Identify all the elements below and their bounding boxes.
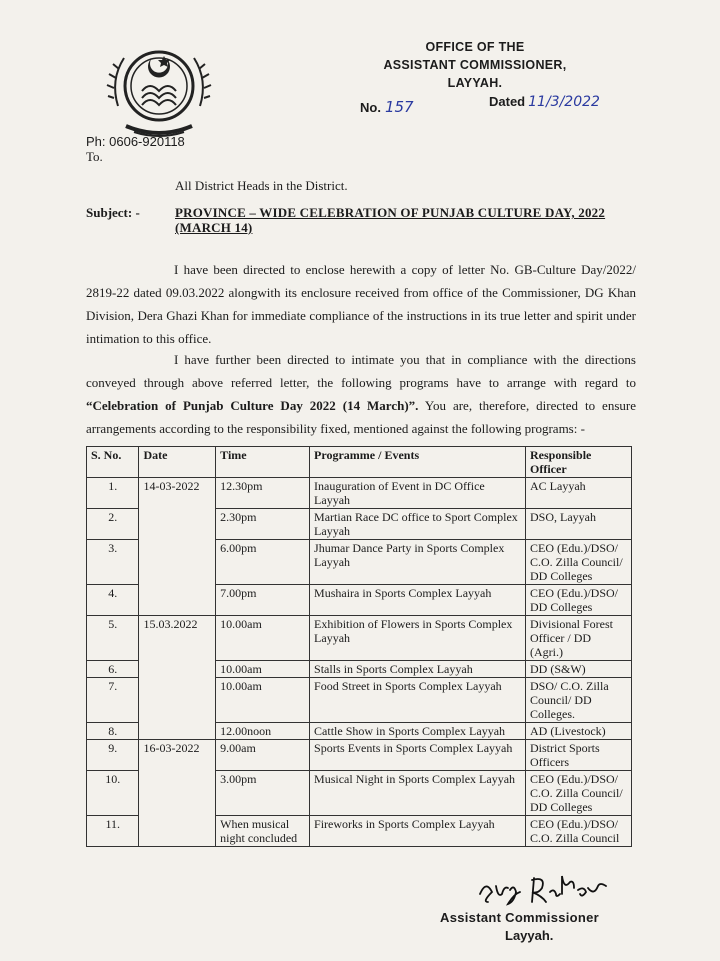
office-line-2: ASSISTANT COMMISSIONER, bbox=[383, 58, 567, 72]
paragraph-2-text-b: You are, therefore, directed to ensure arrangements according to the responsibility fixed, mentioned against the following programs: - bbox=[86, 398, 636, 436]
row-time: When musical night concluded bbox=[216, 816, 310, 847]
phone-number: Ph: 0606-920118 bbox=[86, 134, 185, 149]
row-sno: 1. bbox=[87, 478, 139, 509]
row-responsible: AD (Livestock) bbox=[526, 723, 632, 740]
header-time: Time bbox=[216, 447, 310, 478]
row-sno: 11. bbox=[87, 816, 139, 847]
signatory-place: Layyah. bbox=[505, 928, 554, 943]
row-programme: Jhumar Dance Party in Sports Complex Layyah bbox=[310, 540, 526, 585]
subject-label: Subject: - bbox=[86, 205, 140, 220]
row-sno: 5. bbox=[87, 616, 139, 661]
row-time: 2.30pm bbox=[216, 509, 310, 540]
row-time: 7.00pm bbox=[216, 585, 310, 616]
no-label: No. bbox=[360, 100, 381, 115]
paragraph-2-text-a: I have further been directed to intimate you that in compliance with the directions conveyed through above referred letter, the following programs have to arrange with regard to bbox=[86, 352, 636, 390]
row-sno: 8. bbox=[87, 723, 139, 740]
row-responsible: CEO (Edu.)/DSO/ C.O. Zilla Council bbox=[526, 816, 632, 847]
row-responsible: CEO (Edu.)/DSO/ C.O. Zilla Council/ DD Colleges bbox=[526, 771, 632, 816]
office-line-3: LAYYAH. bbox=[447, 76, 503, 90]
row-time: 3.00pm bbox=[216, 771, 310, 816]
row-programme: Food Street in Sports Complex Layyah bbox=[310, 678, 526, 723]
row-time: 10.00am bbox=[216, 616, 310, 661]
row-programme: Sports Events in Sports Complex Layyah bbox=[310, 740, 526, 771]
table-body bbox=[87, 478, 632, 847]
row-responsible: CEO (Edu.)/DSO/ C.O. Zilla Council/ DD Colleges bbox=[526, 540, 632, 585]
header-responsible: Responsible Officer bbox=[526, 447, 632, 478]
row-date: 14-03-2022 bbox=[139, 478, 216, 616]
table-header-row bbox=[87, 447, 632, 478]
row-programme: Martian Race DC office to Sport Complex Layyah bbox=[310, 509, 526, 540]
row-sno: 6. bbox=[87, 661, 139, 678]
reference-number bbox=[360, 98, 414, 116]
header-sno: S. No. bbox=[87, 447, 139, 478]
dated-value: 11/3/2022 bbox=[528, 94, 600, 110]
row-sno: 7. bbox=[87, 678, 139, 723]
row-responsible: DSO, Layyah bbox=[526, 509, 632, 540]
table-row bbox=[87, 478, 632, 509]
row-responsible: Divisional Forest Officer / DD (Agri.) bbox=[526, 616, 632, 661]
row-time: 10.00am bbox=[216, 661, 310, 678]
row-time: 12.00noon bbox=[216, 723, 310, 740]
row-sno: 9. bbox=[87, 740, 139, 771]
row-responsible: CEO (Edu.)/DSO/ DD Colleges bbox=[526, 585, 632, 616]
row-programme: Fireworks in Sports Complex Layyah bbox=[310, 816, 526, 847]
row-time: 10.00am bbox=[216, 678, 310, 723]
row-responsible: District Sports Officers bbox=[526, 740, 632, 771]
table-row bbox=[87, 616, 632, 661]
no-value: 157 bbox=[384, 98, 414, 116]
row-sno: 3. bbox=[87, 540, 139, 585]
signatory-title: Assistant Commissioner bbox=[440, 910, 600, 925]
row-programme: Musical Night in Sports Complex Layyah bbox=[310, 771, 526, 816]
header-date: Date bbox=[139, 447, 216, 478]
table-row bbox=[87, 740, 632, 771]
dated-label: Dated bbox=[489, 94, 526, 109]
row-responsible: DSO/ C.O. Zilla Council/ DD Colleges. bbox=[526, 678, 632, 723]
row-programme: Exhibition of Flowers in Sports Complex Layyah bbox=[310, 616, 526, 661]
row-sno: 2. bbox=[87, 509, 139, 540]
office-line-1: OFFICE OF THE bbox=[425, 40, 525, 54]
row-programme: Stalls in Sports Complex Layyah bbox=[310, 661, 526, 678]
subject-text: PROVINCE – WIDE CELEBRATION OF PUNJAB CULTURE DAY, 2022 (MARCH 14) bbox=[175, 205, 606, 235]
body-paragraph-1: I have been directed to enclose herewith a copy of letter No. GB-Culture Day/2022/ 2819-22 dated 09.03.2022 alongwith its enclosure received from office of the Commissioner, DG Khan Division, Dera Ghazi Khan for immediate compliance of the instructions in its true letter and spirit under intimation to this office. bbox=[86, 262, 636, 346]
row-date: 15.03.2022 bbox=[139, 616, 216, 740]
row-sno: 4. bbox=[87, 585, 139, 616]
row-programme: Mushaira in Sports Complex Layyah bbox=[310, 585, 526, 616]
row-programme: Cattle Show in Sports Complex Layyah bbox=[310, 723, 526, 740]
paragraph-2-bold: “Celebration of Punjab Culture Day 2022 (14 March)”. bbox=[86, 398, 419, 413]
row-responsible: AC Layyah bbox=[526, 478, 632, 509]
row-time: 6.00pm bbox=[216, 540, 310, 585]
to-label: To. bbox=[86, 149, 103, 164]
row-sno: 10. bbox=[87, 771, 139, 816]
programs-table bbox=[86, 446, 632, 847]
row-date: 16-03-2022 bbox=[139, 740, 216, 847]
body-paragraph-2 bbox=[86, 348, 636, 440]
row-time: 9.00am bbox=[216, 740, 310, 771]
addressee: All District Heads in the District. bbox=[175, 178, 348, 193]
letter-date bbox=[489, 94, 600, 110]
row-programme: Inauguration of Event in DC Office Layyah bbox=[310, 478, 526, 509]
office-heading bbox=[360, 38, 590, 92]
handwritten-signature bbox=[474, 872, 624, 906]
header-programme: Programme / Events bbox=[310, 447, 526, 478]
row-time: 12.30pm bbox=[216, 478, 310, 509]
punjab-emblem-icon bbox=[104, 36, 214, 144]
row-responsible: DD (S&W) bbox=[526, 661, 632, 678]
